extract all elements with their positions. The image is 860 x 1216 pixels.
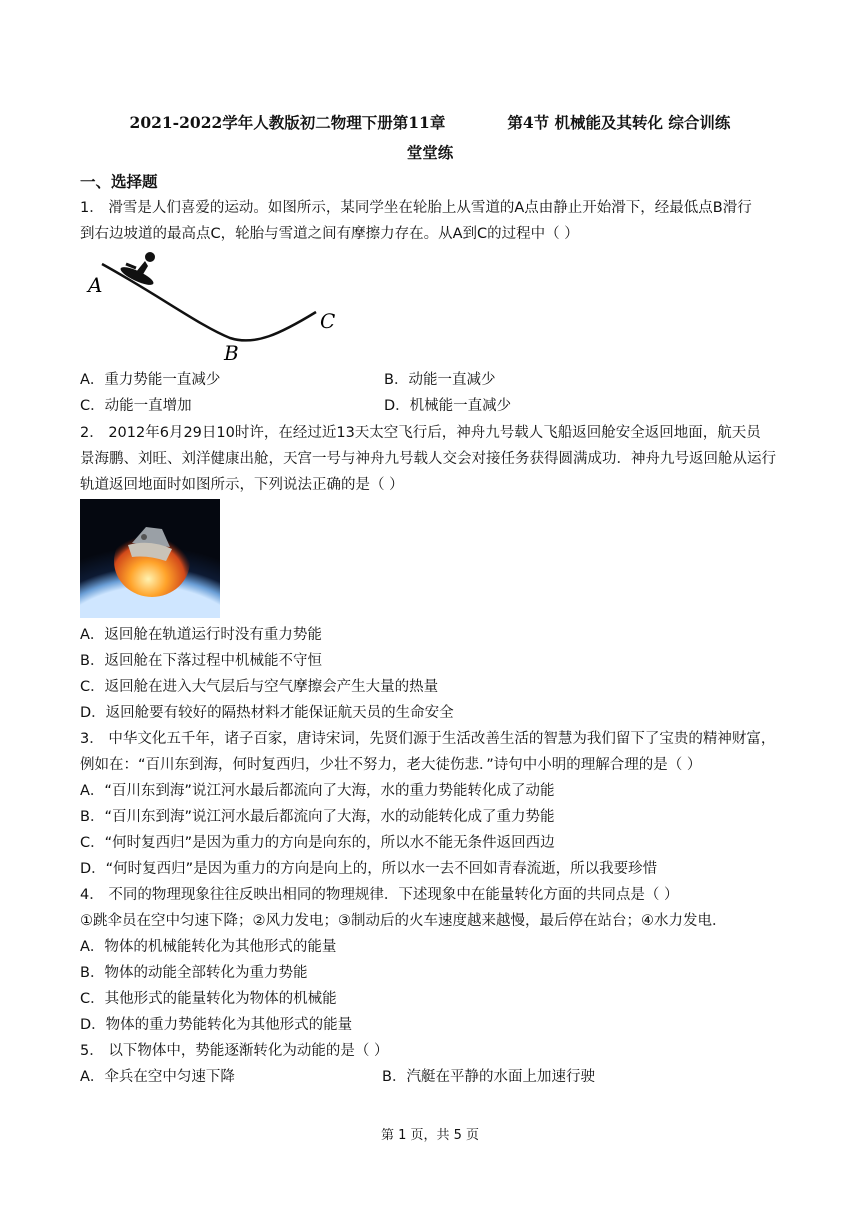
q5-option-a: A．伞兵在空中匀速下降 bbox=[80, 1069, 235, 1085]
q2-option-a: A．返回舱在轨道运行时没有重力势能 bbox=[80, 627, 322, 643]
page-title bbox=[80, 108, 780, 168]
q4-option-c: C．其他形式的能量转化为物体的机械能 bbox=[80, 991, 337, 1007]
page-footer: 第 1 页，共 5 页 bbox=[380, 1128, 480, 1143]
q2-option-c: C．返回舱在进入大气层后与空气摩擦会产生大量的热量 bbox=[80, 679, 439, 695]
q3-option-c: C．“何时复西归”是因为重力的方向是向东的，所以水不能无条件返回西边 bbox=[80, 835, 555, 851]
q3-option-b: B．“百川东到海”说江河水最后都流向了大海，水的动能转化成了重力势能 bbox=[80, 809, 555, 825]
label-c: C bbox=[320, 309, 336, 333]
q4-line1: 4． 不同的物理现象往往反映出相同的物理规律．下述现象中在能量转化方面的共同点是（ ） bbox=[80, 887, 679, 903]
label-b: B bbox=[224, 341, 239, 365]
q1-line1: 1． 滑雪是人们喜爱的运动。如图所示，某同学坐在轮胎上从雪道的A点由静止开始滑下，经最低点B滑行 bbox=[80, 200, 752, 216]
label-a: A bbox=[88, 273, 103, 297]
q2-line2: 景海鹏、刘旺、刘洋健康出舱，天宫一号与神舟九号载人交会对接任务获得圆满成功．神舟九号返回舱从运行 bbox=[80, 451, 776, 467]
q2-option-b: B．返回舱在下落过程中机械能不守恒 bbox=[80, 653, 322, 669]
q4-option-a: A．物体的机械能转化为其他形式的能量 bbox=[80, 939, 337, 955]
q3-option-a: A．“百川东到海”说江河水最后都流向了大海，水的重力势能转化成了动能 bbox=[80, 783, 555, 799]
q4-option-b: B．物体的动能全部转化为重力势能 bbox=[80, 965, 308, 981]
title-part2: 第4节 机械能及其转化 综合训练 bbox=[507, 113, 731, 132]
q1-option-d: D．机械能一直减少 bbox=[384, 398, 512, 414]
q2-line1: 2． 2012年6月29日10时许，在经过近13天太空飞行后，神舟九号载人飞船返回舱安全返回地面，航天员 bbox=[80, 425, 761, 441]
skier-icon bbox=[119, 252, 156, 288]
q3-line1: 3． 中华文化五千年，诸子百家，唐诗宋词，先贤们源于生活改善生活的智慧为我们留下了宝贵的精神财富， bbox=[80, 731, 776, 747]
q1-option-a: A．重力势能一直减少 bbox=[80, 372, 221, 388]
q2-option-d: D．返回舱要有较好的隔热材料才能保证航天员的生命安全 bbox=[80, 705, 454, 721]
q1-line2: 到右边坡道的最高点C，轮胎与雪道之间有摩擦力存在。从A到C的过程中（ ） bbox=[80, 226, 579, 242]
q4-option-d: D．物体的重力势能转化为其他形式的能量 bbox=[80, 1017, 353, 1033]
q1-option-c: C．动能一直增加 bbox=[80, 398, 192, 414]
ski-slope-figure bbox=[80, 246, 350, 366]
q5-option-b: B．汽艇在平静的水面上加速行驶 bbox=[382, 1069, 595, 1085]
reentry-capsule-photo bbox=[80, 499, 220, 618]
section-heading: 一、选择题 bbox=[80, 173, 158, 191]
q4-line2: ①跳伞员在空中匀速下降；②风力发电；③制动后的火车速度越来越慢，最后停在站台；④水力发电． bbox=[80, 913, 727, 929]
q2-line3: 轨道返回地面时如图所示，下列说法正确的是（ ） bbox=[80, 477, 404, 493]
q3-line2: 例如在：“百川东到海，何时复西归，少壮不努力，老大徒伤悲．”诗句中小明的理解合理的是（ ） bbox=[80, 757, 702, 773]
title-part1: 2021-2022学年人教版初二物理下册第11章 bbox=[129, 113, 446, 132]
q3-option-d: D．“何时复西归”是因为重力的方向是向上的，所以水一去不回如青春流逝，所以我要珍惜 bbox=[80, 861, 658, 877]
q1-option-b: B．动能一直减少 bbox=[384, 372, 496, 388]
title-line2: 堂堂练 bbox=[406, 143, 454, 162]
q5-line1: 5． 以下物体中，势能逐渐转化为动能的是（ ） bbox=[80, 1043, 389, 1059]
